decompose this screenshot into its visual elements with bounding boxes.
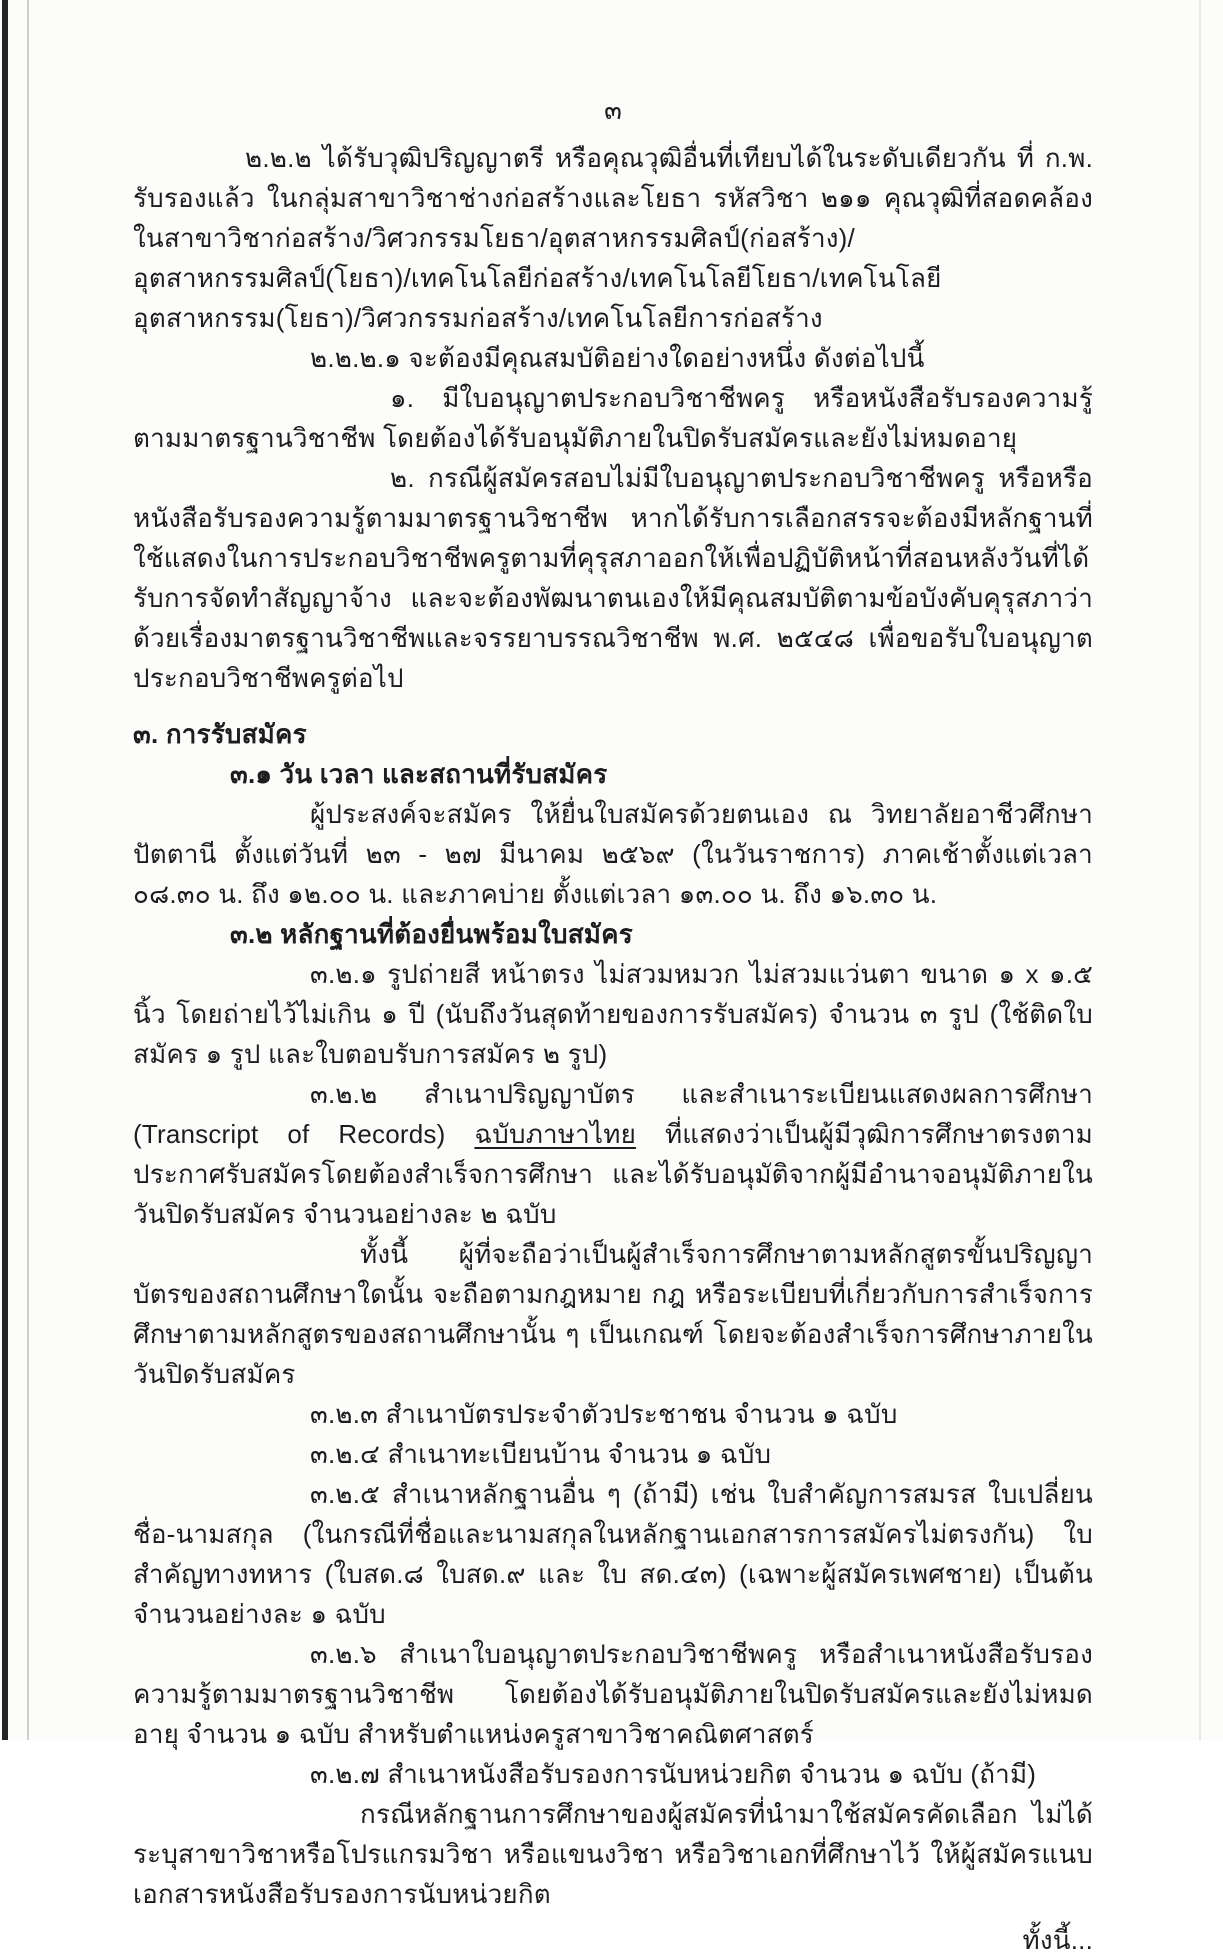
section-heading-3-1: ๓.๑ วัน เวลา และสถานที่รับสมัคร [230,759,608,789]
list-item-1: ๑. มีใบอนุญาตประกอบวิชาชีพครู หรือหนังสือรับรองความรู้ตามมาตรฐานวิชาชีพ โดยต้องได้รับอนุมัติภายในปิดรับสมัครและยังไม่หมดอายุ [133,383,1093,453]
clause-3-2-6: ๓.๒.๖ สำเนาใบอนุญาตประกอบวิชาชีพครู หรือสำเนาหนังสือรับรองความรู้ตามมาตรฐานวิชาชีพ โดยต้องได้รับอนุมัติภายในปิดรับสมัครและยังไม่หมดอายุ จำนวน ๑ ฉบับ สำหรับตำแหน่งครูสาขาวิชาคณิตศาสตร์ [133,1639,1093,1749]
clause-3-2-2 [133,1074,1093,1234]
clause-3-2-2-text: ๓.๒.๒ สำเนาปริญญาบัตร และสำเนาระเบียนแสดงผลการศึกษา (Transcript of Records) [133,1079,1093,1149]
list-item-2: ๒. กรณีผู้สมัครสอบไม่มีใบอนุญาตประกอบวิชาชีพครู หรือหรือหนังสือรับรองความรู้ตามมาตรฐานวิชาชีพ หากได้รับการเลือกสรรจะต้องมีหลักฐานที่ใช้แสดงในการประกอบวิชาชีพครูตามที่คุรุสภาออกให้เพื่อปฏิบัติหน้าที่สอนหลังวันที่ได้รับการจัดทำสัญญาจ้าง และจะต้องพัฒนาตนเองให้มีคุณสมบัติตามข้อบังคับคุรุสภาว่าด้วยเรื่องมาตรฐานวิชาชีพและจรรยาบรรณวิชาชีพ พ.ศ. ๒๕๔๘ เพื่อขอรับใบอนุญาตประกอบวิชาชีพครูต่อไป [133,463,1093,693]
section-heading-3: ๓. การรับสมัคร [133,719,307,749]
clause-3-2-4: ๓.๒.๔ สำเนาทะเบียนบ้าน จำนวน ๑ ฉบับ [310,1439,772,1469]
clause-3-2-3: ๓.๒.๓ สำเนาบัตรประจำตัวประชาชน จำนวน ๑ ฉบับ [310,1399,898,1429]
clause-3-2-5: ๓.๒.๕ สำเนาหลักฐานอื่น ๆ (ถ้ามี) เช่น ใบสำคัญการสมรส ใบเปลี่ยนชื่อ-นามสกุล (ในกรณีที่ชื่อและนามสกุลในหลักฐานเอกสารการสมัครไม่ตรงกัน) ใบสำคัญทางทหาร (ใบสด.๘ ใบสด.๙ และ ใบ สด.๔๓) (เฉพาะผู้สมัครเพศชาย) เป็นต้น จำนวนอย่างละ ๑ ฉบับ [133,1479,1093,1629]
clause-2-2-2: ๒.๒.๒ ได้รับวุฒิปริญญาตรี หรือคุณวุฒิอื่นที่เทียบได้ในระดับเดียวกัน ที่ ก.พ. รับรองแล้ว ในกลุ่มสาขาวิชาช่างก่อสร้างและโยธา รหัสวิชา ๒๑๑ คุณวุฒิที่สอดคล้อง ในสาขาวิชาก่อสร้าง/วิศวกรรมโยธา/อุตสาหกรรมศิลป์(ก่อสร้าง)/อุตสาหกรรมศิลป์(โยธา)/เทคโนโลยีก่อสร้าง/เทคโนโลยีโยธา/เทคโนโลยีอุตสาหกรรม(โยธา)/วิศวกรรมก่อสร้าง/เทคโนโลยีการก่อสร้าง [133,143,1093,333]
clause-3-2-7-note: กรณีหลักฐานการศึกษาของผู้สมัครที่นำมาใช้สมัครคัดเลือก ไม่ได้ระบุสาขาวิชาหรือโปรแกรมวิชา หรือแขนงวิชา หรือวิชาเอกที่ศึกษาไว้ ให้ผู้สมัครแนบเอกสารหนังสือรับรองการนับหน่วยกิต [133,1799,1093,1909]
clause-3-2-1: ๓.๒.๑ รูปถ่ายสี หน้าตรง ไม่สวมหมวก ไม่สวมแว่นตา ขนาด ๑ x ๑.๕ นิ้ว โดยถ่ายไว้ไม่เกิน ๑ ปี (นับถึงวันสุดท้ายของการรับสมัคร) จำนวน ๓ รูป (ใช้ติดใบสมัคร ๑ รูป และใบตอบรับการสมัคร ๒ รูป) [133,959,1093,1069]
page-continuation-marker: ทั้งนี้... [1022,1925,1093,1955]
section-heading-3-2: ๓.๒ หลักฐานที่ต้องยื่นพร้อมใบสมัคร [230,919,633,949]
clause-3-2-7: ๓.๒.๗ สำเนาหนังสือรับรองการนับหน่วยกิต จำนวน ๑ ฉบับ (ถ้ามี) [310,1759,1037,1789]
page-number: ๓ [604,95,622,125]
clause-3-2-2-note: ทั้งนี้ ผู้ที่จะถือว่าเป็นผู้สำเร็จการศึกษาตามหลักสูตรขั้นปริญญาบัตรของสถานศึกษาใดนั้น จะถือตามกฎหมาย กฎ หรือระเบียบที่เกี่ยวกับการสำเร็จการศึกษาตามหลักสูตรของสถานศึกษานั้น ๆ เป็นเกณฑ์ โดยจะต้องสำเร็จการศึกษาภายในวันปิดรับสมัคร [133,1239,1093,1389]
clause-3-2-2-underlined-text: ฉบับภาษาไทย [474,1119,637,1149]
clause-3-2-2-text-continued: ที่แสดงว่าเป็นผู้มีวุฒิการศึกษาตรงตามประกาศรับสมัครโดยต้องสำเร็จการศึกษา และได้รับอนุมัติจากผู้มีอำนาจอนุมัติภายในวันปิดรับสมัคร จำนวนอย่างละ ๒ ฉบับ [133,1119,1093,1229]
clause-2-2-2-1: ๒.๒.๒.๑ จะต้องมีคุณสมบัติอย่างใดอย่างหนึ่ง ดังต่อไปนี้ [310,343,925,373]
para-3-1: ผู้ประสงค์จะสมัคร ให้ยื่นใบสมัครด้วยตนเอง ณ วิทยาลัยอาชีวศึกษาปัตตานี ตั้งแต่วันที่ ๒๓ - ๒๗ มีนาคม ๒๕๖๙ (ในวันราชการ) ภาคเช้าตั้งแต่เวลา ๐๘.๓๐ น. ถึง ๑๒.๐๐ น. และภาคบ่าย ตั้งแต่เวลา ๑๓.๐๐ น. ถึง ๑๖.๓๐ น. [133,799,1093,909]
